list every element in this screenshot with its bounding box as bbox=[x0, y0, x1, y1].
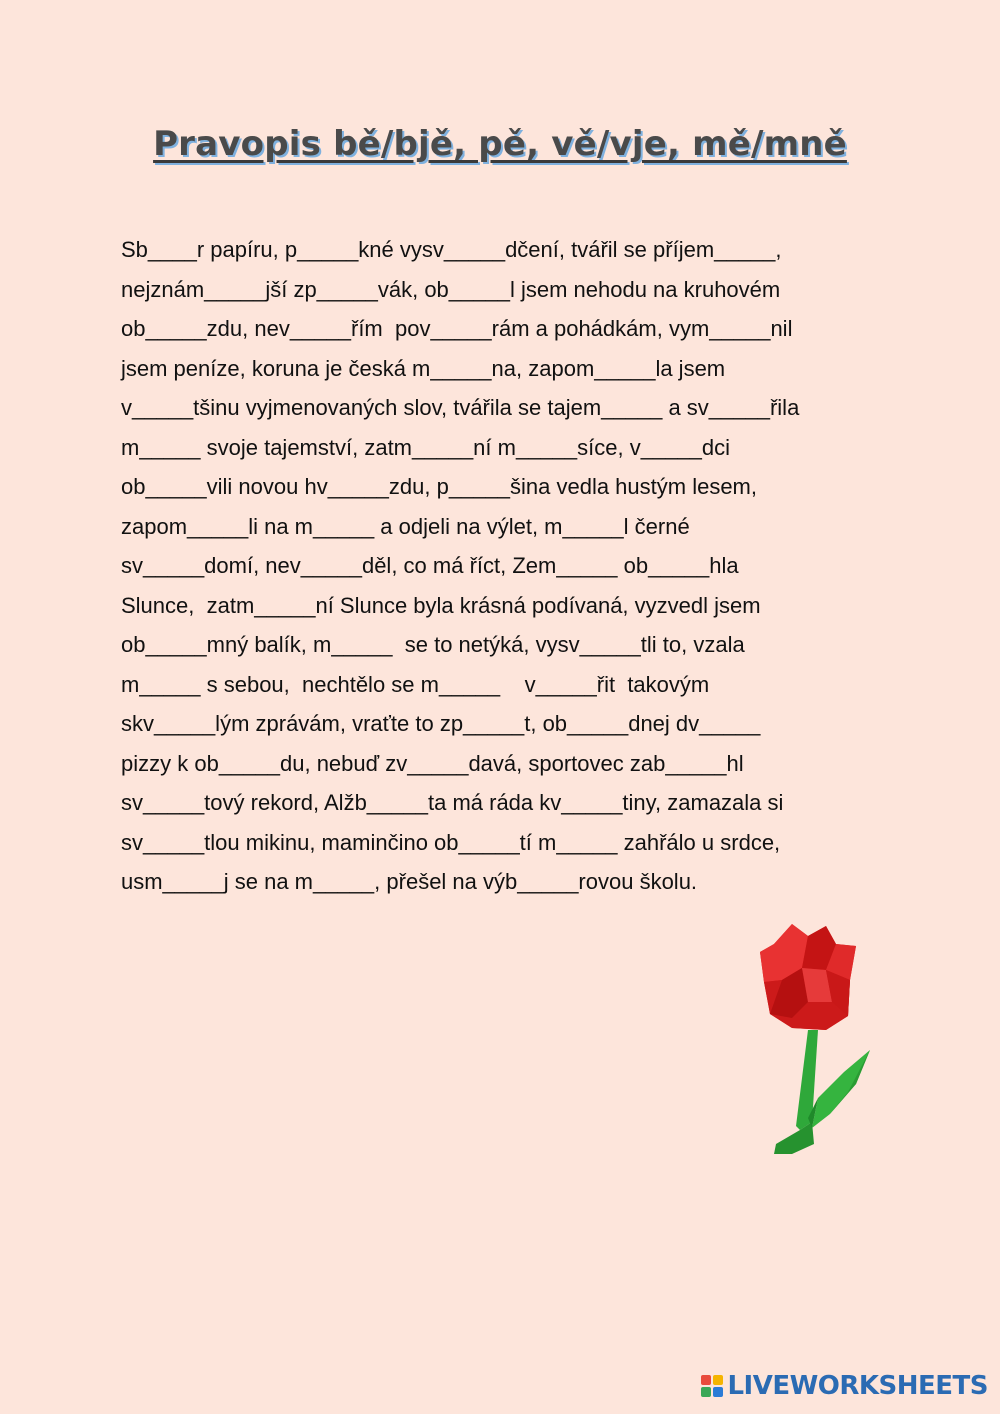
worksheet-line: ob_____zdu, nev_____řím pov_____rám a pohádkám, vym_____nil bbox=[121, 316, 793, 341]
worksheet-line: sv_____tlou mikinu, maminčino ob_____tí m_____ zahřálo u srdce, bbox=[121, 829, 781, 855]
red-origami-tulip-icon bbox=[752, 922, 882, 1162]
worksheet-line: pizzy k ob_____du, nebuď zv_____davá, sportovec zab_____hl bbox=[121, 750, 744, 776]
logo-mark-icon bbox=[701, 1375, 723, 1397]
worksheet-line: sv_____tový rekord, Alžb_____ta má ráda kv_____tiny, zamazala si bbox=[121, 790, 784, 815]
worksheet-line: usm_____j se na m_____, přešel na výb_____rovou školu. bbox=[121, 869, 698, 894]
worksheet-line: nejznám_____jší zp_____vák, ob_____l jsem nehodu na kruhovém bbox=[121, 276, 781, 302]
worksheet-line: jsem peníze, koruna je česká m_____na, zapom_____la jsem bbox=[121, 355, 726, 381]
worksheet-line: ob_____vili novou hv_____zdu, p_____šina vedla hustým lesem, bbox=[121, 474, 757, 499]
worksheet-line: ob_____mný balík, m_____ se to netýká, vysv_____tli to, vzala bbox=[121, 632, 745, 657]
worksheet-line: Sb____r papíru, p_____kné vysv_____dčení, tvářil se příjem_____, bbox=[121, 237, 782, 262]
worksheet-text bbox=[121, 232, 901, 904]
page-title: Pravopis bě/bjě, pě, vě/vje, mě/mně bbox=[153, 124, 847, 164]
worksheet-line: sv_____domí, nev_____děl, co má říct, Zem_____ ob_____hla bbox=[121, 553, 739, 578]
worksheet-line: m_____ s sebou, nechtělo se m_____ v_____řit takovým bbox=[121, 671, 710, 697]
worksheet-line: m_____ svoje tajemství, zatm_____ní m_____síce, v_____dci bbox=[121, 434, 731, 460]
worksheet-line: zapom_____li na m_____ a odjeli na výlet, m_____l černé bbox=[121, 513, 690, 539]
worksheet-line: skv_____lým zprávám, vraťte to zp_____t, ob_____dnej dv_____ bbox=[121, 711, 761, 736]
worksheet-line: Slunce, zatm_____ní Slunce byla krásná podívaná, vyzvedl jsem bbox=[121, 592, 761, 618]
liveworksheets-logo bbox=[701, 1370, 988, 1402]
worksheet-line: v_____tšinu vyjmenovaných slov, tvářila se tajem_____ a sv_____řila bbox=[121, 395, 800, 420]
logo-text: LIVEWORKSHEETS bbox=[727, 1371, 988, 1401]
